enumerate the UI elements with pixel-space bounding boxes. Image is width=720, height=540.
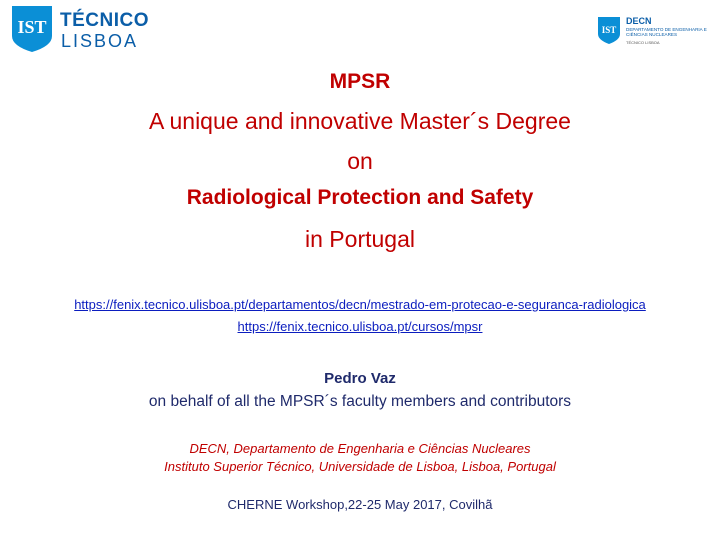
- decn-logo-tecnico: TÉCNICO LISBOA: [626, 40, 660, 45]
- title-subtitle: A unique and innovative Master´s Degree: [149, 108, 571, 134]
- link-row-department: [0, 296, 720, 314]
- link-department-page[interactable]: https://fenix.tecnico.ulisboa.pt/departamentos/decn/mestrado-em-protecao-e-seguranca-radiologica: [74, 297, 646, 312]
- affiliation-department: DECN, Departamento de Engenharia e Ciências Nucleares: [189, 441, 531, 456]
- title-topic: Radiological Protection and Safety: [186, 186, 534, 209]
- event-info: CHERNE Workshop,22-25 May 2017, Covilhã: [227, 497, 493, 512]
- decn-logo-acronym: DECN: [626, 16, 652, 26]
- logo-text-tecnico: TÉCNICO: [60, 10, 149, 31]
- link-row-course: [0, 318, 720, 336]
- tecnico-lisboa-logo: [12, 6, 149, 54]
- logo-text-lisboa: LISBOA: [61, 31, 139, 51]
- decn-shield-icon: [598, 17, 620, 44]
- title-country: in Portugal: [305, 226, 415, 252]
- author-name: Pedro Vaz: [324, 370, 396, 387]
- svg-text:IST: IST: [601, 25, 617, 35]
- title-connector: on: [347, 148, 373, 174]
- author-behalf: on behalf of all the MPSR´s faculty members and contributors: [148, 393, 572, 410]
- affiliation-institute: Instituto Superior Técnico, Universidade de Lisboa, Lisboa, Portugal: [164, 459, 556, 474]
- ist-shield-icon: [12, 6, 52, 52]
- link-course-page[interactable]: https://fenix.tecnico.ulisboa.pt/cursos/mpsr: [237, 319, 483, 334]
- decn-logo-department: DEPARTAMENTO DE ENGENHARIA E CIÊNCIAS NUCLEARES: [626, 27, 707, 38]
- title-acronym: MPSR: [329, 70, 391, 93]
- svg-text:IST: IST: [17, 17, 47, 37]
- decn-logo: [598, 16, 714, 50]
